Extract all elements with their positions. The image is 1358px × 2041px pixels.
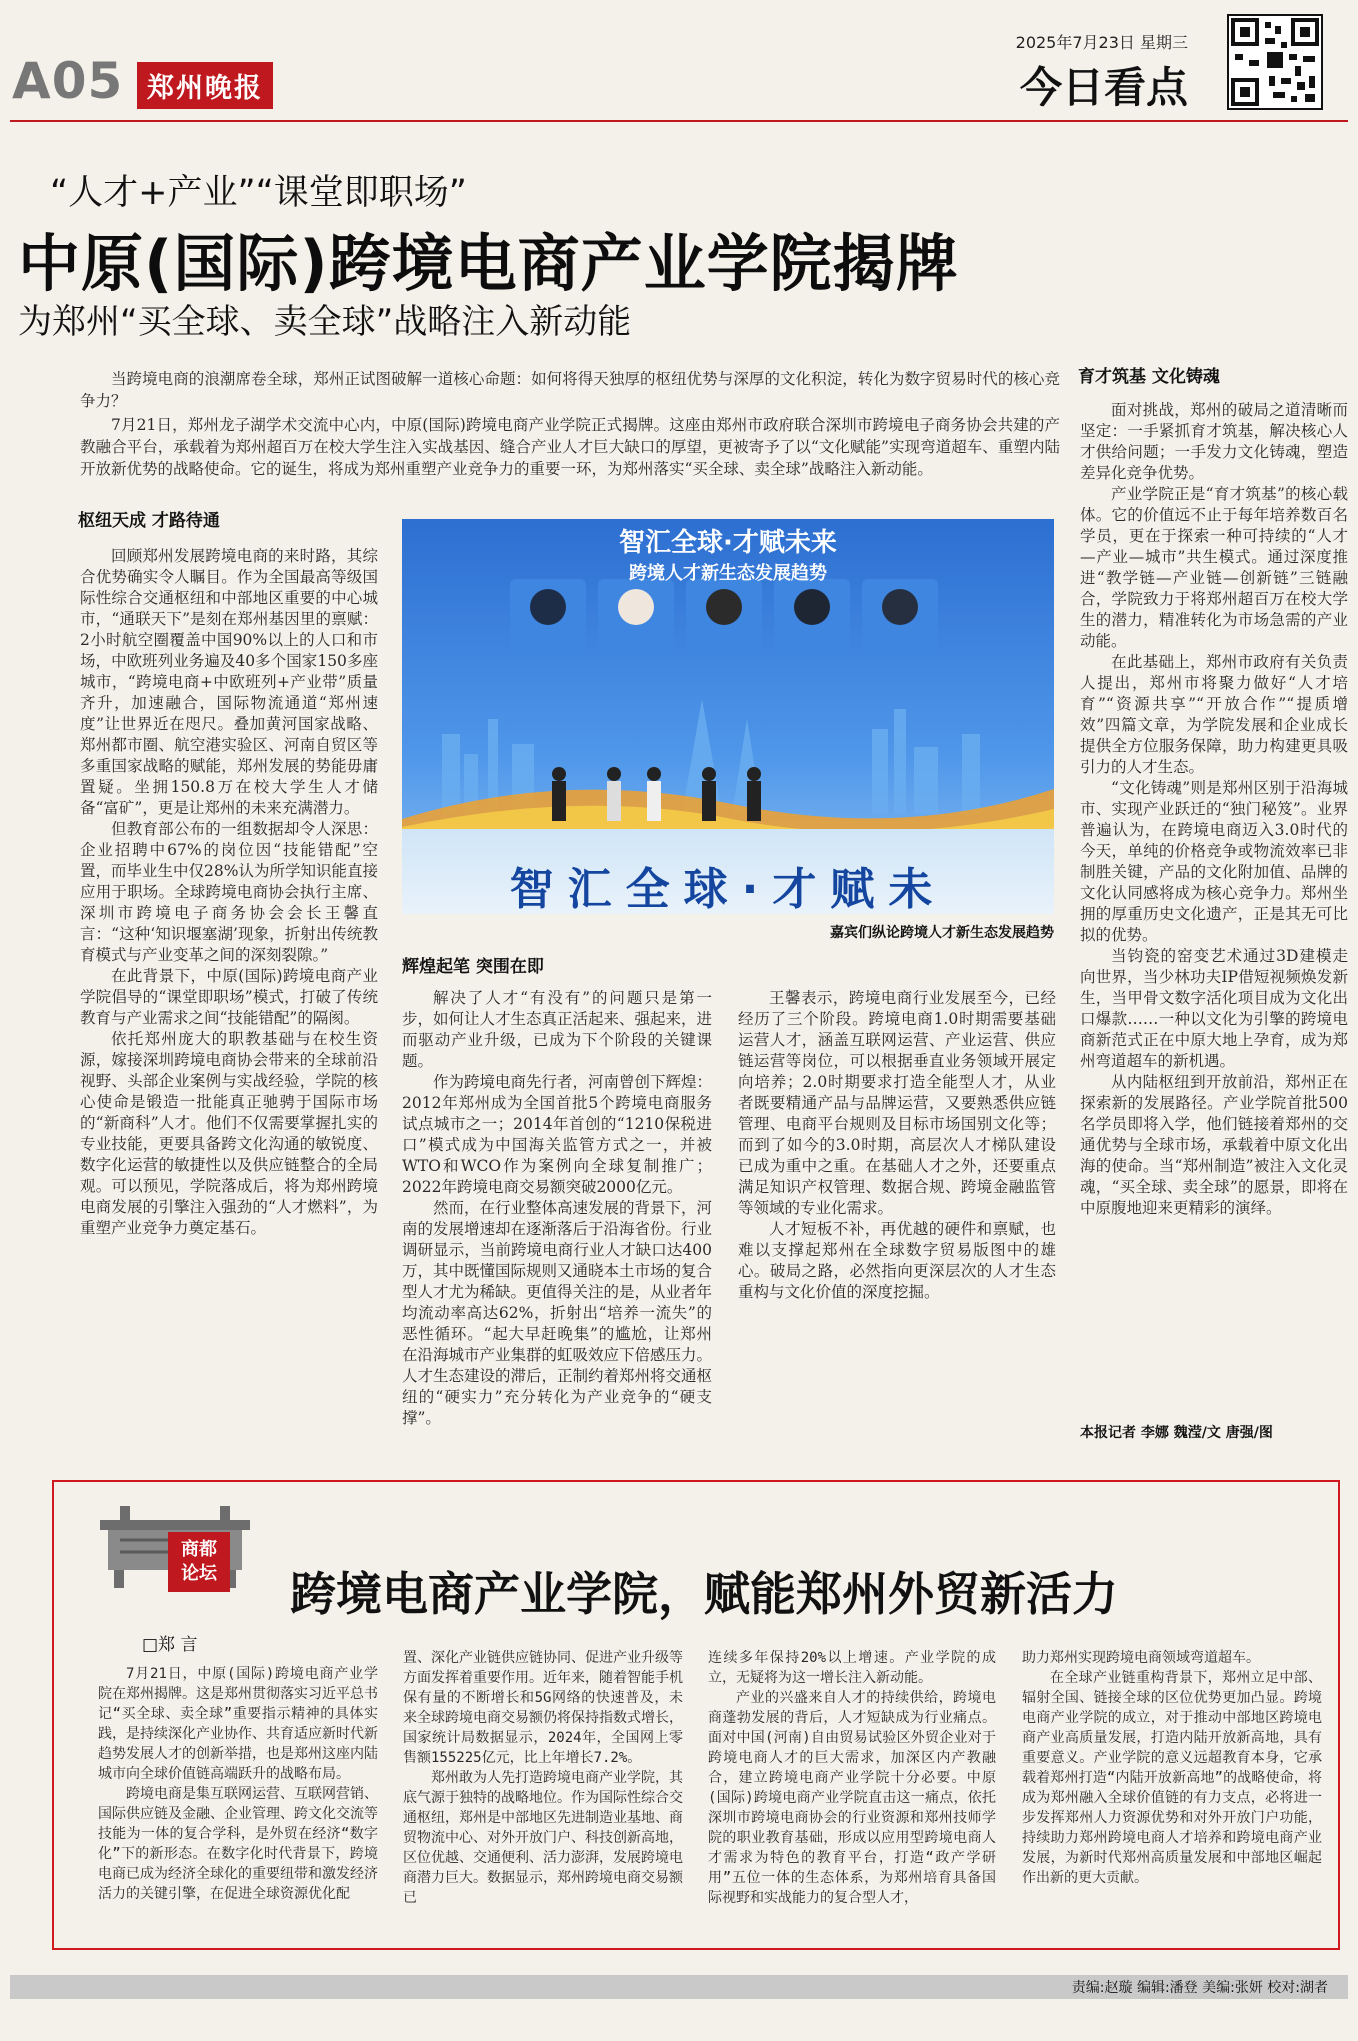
body-paragraph: 当钧瓷的窑变艺术通过3D建模走向世界，当少林功夫IP借短视频焕发新生，当甲骨文数字活化项目成为文化出口爆款……一种以文化为引擎的跨境电商新范式正在中原大地上孕育，成为郑州弯道超车的新机遇。 (1080, 947, 1348, 1070)
section-title: 今日看点 (1019, 63, 1188, 112)
byline: 本报记者 李娜 魏滢/文 唐强/图 (1080, 1425, 1273, 1441)
forum-paragraph: 7月21日，中原(国际)跨境电商产业学院在郑州揭牌。这是郑州贯彻落实习近平总书记“买全球、卖全球”重要指示精神的具体实践，是持续深化产业协作、共育适应新时代新趋势发展人才的创新举措，也是郑州这座内陆城市向全球价值链高端跃升的战略布局。 (98, 1666, 378, 1782)
page-number: A05 (12, 52, 124, 110)
body-paragraph: 在此背景下，中原(国际)跨境电商产业学院倡导的“课堂即职场”模式，打破了传统教育与产业需求之间“技能错配”的隔阂。 (80, 967, 378, 1027)
article-lead (80, 368, 1060, 482)
article-column (78, 511, 378, 1239)
editor-credits: 责编:赵璇 编辑:潘登 美编:张妍 校对:湖者 (1071, 1980, 1328, 1996)
body-paragraph: 人才短板不补，再优越的硬件和禀赋，也难以支撑起郑州在全球数字贸易版图中的雄心。破局之路，必然指向更深层次的人才生态重构与文化价值的深度挖掘。 (738, 1220, 1056, 1301)
body-paragraph: 但教育部公布的一组数据却令人深思：企业招聘中67%的岗位因“技能错配”空置，而毕业生中仅28%认为所学知识能直接应用于职场。全球跨境电商协会执行主席、深圳市跨境电子商务协会会长王馨直言：“这种‘知识堰塞湖’现象，折射出传统教育模式与产业变革之间的深刻裂隙。” (80, 820, 378, 964)
body-paragraph: 依托郑州庞大的职教基础与在校生资源，嫁接深圳跨境电商协会带来的全球前沿视野、头部企业案例与实战经验，学院的核心使命是锻造一批能真正驰骋于国际市场的“新商科”人才。他们不仅需要掌握扎实的专业技能，更要具备跨文化沟通的敏锐度、数字化运营的敏捷性以及供应链整合的全局观。可以预见，学院落成后，将为郑州跨境电商发展的引擎注入强劲的“人才燃料”，为重塑产业竞争力奠定基石。 (80, 1030, 378, 1237)
forum-column (1022, 1648, 1322, 1888)
body-paragraph: 从内陆枢纽到开放前沿，郑州正在探索新的发展路径。产业学院首批500名学员即将入学，他们链接着郑州的交通优势与全球市场，承载着中原文化出海的使命。当“郑州制造”被注入文化灵魂，“买全球、卖全球”的愿景，即将在中原腹地迎来更精彩的演绎。 (1080, 1073, 1348, 1217)
article-column (738, 988, 1056, 1303)
article-headline: 中原(国际)跨境电商产业学院揭牌 (18, 227, 959, 300)
forum-badge (168, 1532, 230, 1592)
stage-floor-text: 智汇全球·才赋未 (509, 864, 947, 915)
header-divider (10, 120, 1348, 122)
forum-paragraph: 产业的兴盛来自人才的持续供给，跨境电商蓬勃发展的背后，人才短缺成为行业痛点。面对中国(河南)自由贸易试验区外贸企业对于跨境电商人才的巨大需求，加深区内产教融合，建立跨境电商产业学院十分必要。中原(国际)跨境电商产业学院直击这一痛点，依托深圳市跨境电商协会的行业资源和郑州技师学院的职业教育基础，形成以应用型跨境电商人才需求为特色的教育平台，打造“政产学研用”五位一体的生态体系，为郑州培育具备国际视野和实战能力的复合型人才， (708, 1690, 996, 1906)
body-paragraph: 产业学院正是“育才筑基”的核心载体。它的价值远不止于每年培养数百名学员，更在于探索一种可持续的“人才—产业—城市”共生模式。通过深度推进“教学链—产业链—创新链”三链融合，学院致力于将郑州超百万在校大学生的潜力，精准转化为市场急需的产业动能。 (1080, 485, 1348, 650)
forum-paragraph: 跨境电商是集互联网运营、互联网营销、国际供应链及金融、企业管理、跨文化交流等技能为一体的复合学科，是外贸在经济“数字化”下的新形态。在数字化时代背景下，跨境电商已成为经济全球化的重要纽带和激发经济活力的关键引擎，在促进全球资源优化配 (98, 1786, 378, 1902)
article-column (402, 988, 713, 1427)
forum-paragraph: 在全球产业链重构背景下，郑州立足中部、辐射全国、链接全球的区位优势更加凸显。跨境电商产业学院的成立，对于推动中部地区跨境电商产业高质量发展，打造内陆开放新高地，具有重要意义。产业学院的意义远超教育本身，它承载着郑州打造“内陆开放新高地”的战略使命，将成为郑州融入全球价值链的有力支点，必将进一步发挥郑州人力资源优势和对外开放门户功能，持续助力郑州跨境电商人才培养和跨境电商产业发展，为新时代郑州高质量发展和中部地区崛起作出新的更大贡献。 (1022, 1670, 1322, 1886)
forum-badge-line: 论坛 (181, 1563, 217, 1584)
body-paragraph: 然而，在行业整体高速发展的背景下，河南的发展增速却在逐渐落后于沿海省份。行业调研显示，当前跨境电商行业人才缺口达400万，其中既懂国际规则又通晓本土市场的复合型人才尤为稀缺。更值得关注的是，从业者年均流动率高达62%，折射出“培养一流失”的恶性循环。“起大早赶晚集”的尴尬，让郑州在沿海城市产业集群的虹吸效应下倍感压力。人才生态建设的滞后，正制约着郑州将交通枢纽的“硬实力”充分转化为产业竞争的“硬支撑”。 (402, 1199, 713, 1427)
article-column (1078, 367, 1348, 1219)
issue-date: 2025年7月23日 星期三 (1015, 33, 1188, 52)
article-subheadline: 为郑州“买全球、卖全球”战略注入新动能 (18, 302, 632, 342)
photo-caption: 嘉宾们纵论跨境人才新生态发展趋势 (830, 925, 1054, 941)
banner-subtitle: 跨境人才新生态发展趋势 (629, 563, 827, 584)
body-paragraph: 作为跨境电商先行者，河南曾创下辉煌：2012年郑州成为全国首批5个跨境电商服务试点城市之一；2014年首创的“1210保税进口”模式成为中国海关监管方式之一，并被WTO和WCO作为案例向全球复制推广；2022年跨境电商交易额突破2000亿元。 (402, 1073, 713, 1196)
body-paragraph: 回顾郑州发展跨境电商的来时路，其综合优势确实令人瞩目。作为全国最高等级国际性综合交通枢纽和中部地区重要的中心城市，“通联天下”是刻在郑州基因里的禀赋：2小时航空圈覆盖中国90%以上的人口和市场，中欧班列业务遍及40多个国家150多座城市，“跨境电商+中欧班列+产业带”质量齐升，加速融合，国际物流通道“郑州速度”让世界近在咫尺。叠加黄河国家战略、郑州都市圈、航空港实验区、河南自贸区等多重国家战略的赋能，郑州发展的势能毋庸置疑。坐拥150.8万在校大学生人才储备“富矿”，更是让郑州的未来充满潜力。 (80, 547, 378, 817)
article-kicker: “人才+产业”“课堂即职场” (50, 173, 467, 213)
banner-title: 智汇全球·才赋未来 (619, 528, 837, 558)
newspaper-logo: 郑州晚报 (137, 62, 273, 109)
body-paragraph: “文化铸魂”则是郑州区别于沿海城市、实现产业跃迁的“独门秘笈”。业界普遍认为，在跨境电商迈入3.0时代的今天，单纯的价格竞争或物流效率已非制胜关键，产品的文化附加值、品牌的文化认同感将成为核心竞争力。郑州坐拥的厚重历史文化遗产，正是其无可比拟的优势。 (1080, 779, 1348, 944)
forum-column (98, 1664, 378, 1904)
forum-column (708, 1648, 996, 1908)
forum-paragraph: 郑州敢为人先打造跨境电商产业学院，其底气源于独特的战略地位。作为国际性综合交通枢纽，郑州是中部地区先进制造业基地、商贸物流中心、对外开放门户、科技创新高地，区位优越、交通便利、活力澎湃，发展跨境电商潜力巨大。数据显示，郑州跨境电商交易额已 (403, 1770, 683, 1906)
body-paragraph: 王馨表示，跨境电商行业发展至今，已经经历了三个阶段。跨境电商1.0时期需要基础运营人才，涵盖互联网运营、产业运营、供应链运营等岗位，可以根据垂直业务领域开展定向培养；2.0时期要求打造全能型人才，从业者既要精通产品与品牌运营，又要熟悉供应链管理、电商平台规则及目标市场国别文化等；而到了如今的3.0时期，高层次人才梯队建设已成为重中之重。在基础人才之外，还要重点满足知识产权管理、数据合规、跨境金融监管等领域的专业化需求。 (738, 989, 1056, 1217)
section-heading: 辉煌起笔 突围在即 (402, 957, 544, 977)
forum-badge-line: 商都 (181, 1539, 217, 1560)
lead-paragraph: 当跨境电商的浪潮席卷全球，郑州正试图破解一道核心命题：如何将得天独厚的枢纽优势与深厚的文化积淀，转化为数字贸易时代的核心竞争力？ (80, 370, 1060, 410)
body-paragraph: 面对挑战，郑州的破局之道清晰而坚定：一手紧抓育才筑基，解决核心人才供给问题；一手发力文化铸魂，塑造差异化竞争优势。 (1080, 401, 1348, 482)
forum-column (403, 1648, 683, 1908)
body-paragraph: 解决了人才“有没有”的问题只是第一步，如何让人才生态真正活起来、强起来，进而驱动产业升级，已成为下个阶段的关键课题。 (402, 989, 713, 1070)
forum-author: □郑 言 (142, 1635, 198, 1655)
forum-paragraph: 置、深化产业链供应链协同、促进产业升级等方面发挥着重要作用。近年来，随着智能手机保有量的不断增长和5G网络的快速普及，未来全球跨境电商交易额仍将保持指数式增长，国家统计局数据显示，2024年，全国网上零售额155225亿元，比上年增长7.2%。 (403, 1650, 683, 1766)
body-paragraph: 在此基础上，郑州市政府有关负责人提出，郑州市将聚力做好“人才培育”“资源共享”“开放合作”“提质增效”四篇文章，为学院发展和企业成长提供全方位服务保障，助力构建更具吸引力的人才生态。 (1080, 653, 1348, 776)
forum-headline: 跨境电商产业学院，赋能郑州外贸新活力 (290, 1567, 1118, 1621)
forum-stage-photo (402, 519, 1054, 914)
lead-paragraph: 7月21日，郑州龙子湖学术交流中心内，中原(国际)跨境电商产业学院正式揭牌。这座由郑州市政府联合深圳市跨境电子商务协会共建的产教融合平台，承载着为郑州超百万在校大学生注入实战基因、缝合产业人才巨大缺口的厚望，更被寄予了以“文化赋能”实现弯道超车、重塑内陆开放新优势的战略使命。它的诞生，将成为郑州重塑产业竞争力的重要一环，为郑州落实“买全球、卖全球”战略注入新动能。 (80, 416, 1060, 478)
section-heading: 育才筑基 文化铸魂 (1078, 367, 1220, 387)
qr-code-icon[interactable] (1227, 14, 1323, 110)
forum-paragraph: 助力郑州实现跨境电商领域弯道超车。 (1022, 1650, 1260, 1666)
section-heading: 枢纽天成 才路待通 (78, 511, 220, 531)
forum-paragraph: 连续多年保持20%以上增速。产业学院的成立，无疑将为这一增长注入新动能。 (708, 1650, 996, 1686)
